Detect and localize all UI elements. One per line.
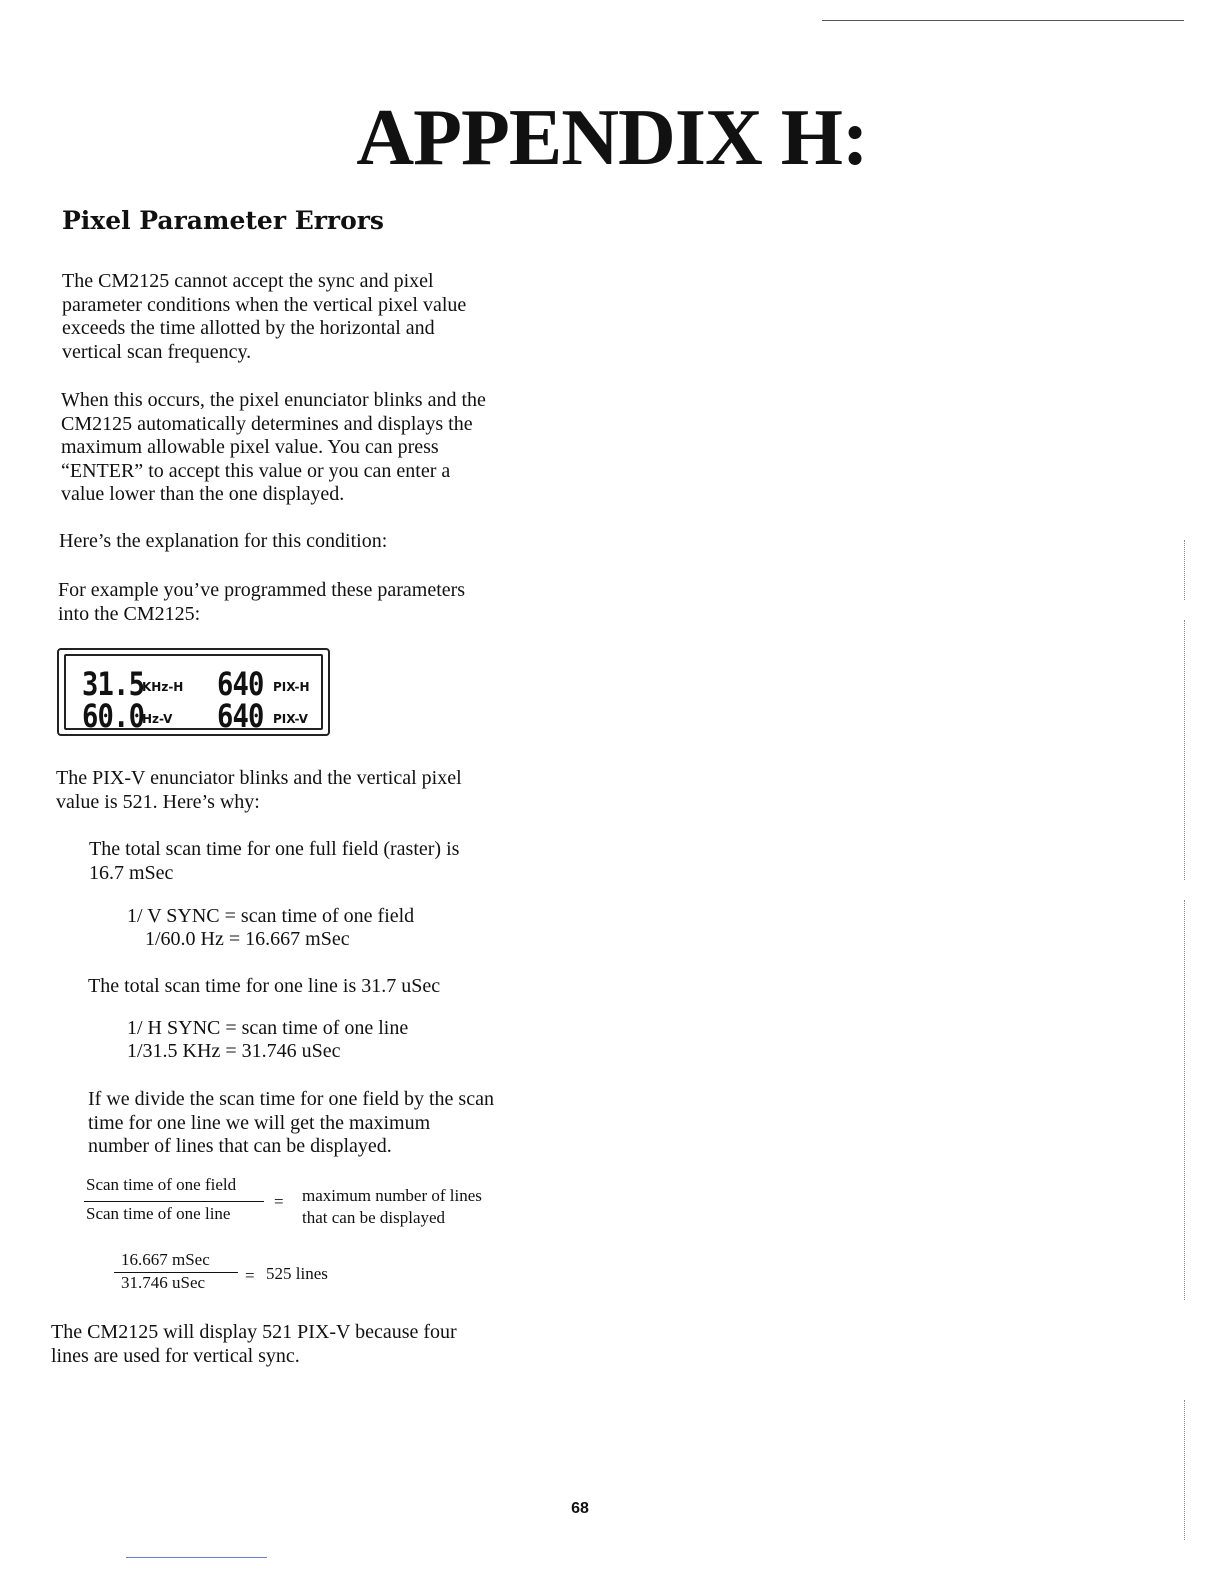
equation-vsync-line1: 1/ V SYNC = scan time of one field: [127, 905, 415, 927]
formula1-denominator: Scan time of one line: [86, 1204, 231, 1223]
scan-edge-mark: [1184, 620, 1185, 880]
page-title: APPENDIX H:: [356, 94, 868, 182]
section-heading: Pixel Parameter Errors: [62, 206, 385, 235]
equation-vsync-line2: 1/60.0 Hz = 16.667 mSec: [145, 928, 350, 950]
formula2-result: 525 lines: [266, 1264, 328, 1283]
lcd-v-freq-value: 60.0: [82, 697, 145, 735]
paragraph-divide: If we divide the scan time for one field by the scan time for one line we will get the maximum number of lines that can be displayed.: [88, 1088, 494, 1157]
scan-edge-mark: [1184, 540, 1185, 600]
formula2-equals: =: [245, 1266, 255, 1285]
lcd-inner-frame: [64, 654, 323, 735]
paragraph-pixv-blinks: The PIX-V enunciator blinks and the vertical pixel value is 521. Here’s why:: [56, 767, 462, 813]
formula2-denominator: 31.746 uSec: [121, 1273, 206, 1292]
paragraph-intro: The CM2125 cannot accept the sync and pixel parameter conditions when the vertical pixel value exceeds the time allotted by the horizontal and vertical scan frequency.: [62, 270, 467, 363]
equation-hsync-line2: 1/31.5 KHz = 31.746 uSec: [127, 1040, 341, 1062]
formula1-equals: =: [274, 1192, 284, 1211]
scan-edge-mark: [1184, 900, 1185, 1300]
lcd-pix-h-unit: PIX-H: [273, 680, 310, 694]
paragraph-example: For example you’ve programmed these parameters into the CM2125:: [58, 579, 466, 625]
scan-edge-mark: [1184, 1400, 1185, 1540]
top-rule: [822, 20, 1184, 21]
bottom-rule: [126, 1557, 267, 1558]
formula1-result-line1: maximum number of lines: [302, 1186, 482, 1205]
paragraph-field-scan-time: The total scan time for one full field (raster) is 16.7 mSec: [89, 838, 460, 884]
formula1-result-line2: that can be displayed: [302, 1208, 446, 1227]
equation-hsync-line1: 1/ H SYNC = scan time of one line: [127, 1017, 409, 1039]
lcd-pix-h-value: 640: [217, 665, 264, 703]
paragraph-conclusion: The CM2125 will display 521 PIX-V because four lines are used for vertical sync.: [51, 1321, 457, 1367]
paragraph-line-scan-time: The total scan time for one line is 31.7 uSec: [88, 975, 441, 997]
lcd-v-freq-unit: Hz-V: [142, 712, 173, 726]
lcd-pix-v-unit: PIX-V: [273, 712, 308, 726]
lcd-display: [57, 648, 330, 736]
lcd-h-freq-value: 31.5: [82, 665, 145, 703]
lcd-h-freq-unit: KHz-H: [142, 680, 184, 694]
formula1-fraction-bar: [84, 1201, 264, 1202]
page-number: 68: [571, 1500, 589, 1517]
lcd-pix-v-value: 640: [217, 697, 264, 735]
paragraph-enunciator: When this occurs, the pixel enunciator blinks and the CM2125 automatically determines and displays the maximum allowable pixel value. You can press “ENTER” to accept this value or you can enter a value lower than the one displayed.: [61, 389, 486, 505]
formula1-numerator: Scan time of one field: [86, 1175, 237, 1194]
paragraph-explanation: Here’s the explanation for this condition:: [59, 530, 388, 552]
formula2-numerator: 16.667 mSec: [121, 1250, 210, 1269]
